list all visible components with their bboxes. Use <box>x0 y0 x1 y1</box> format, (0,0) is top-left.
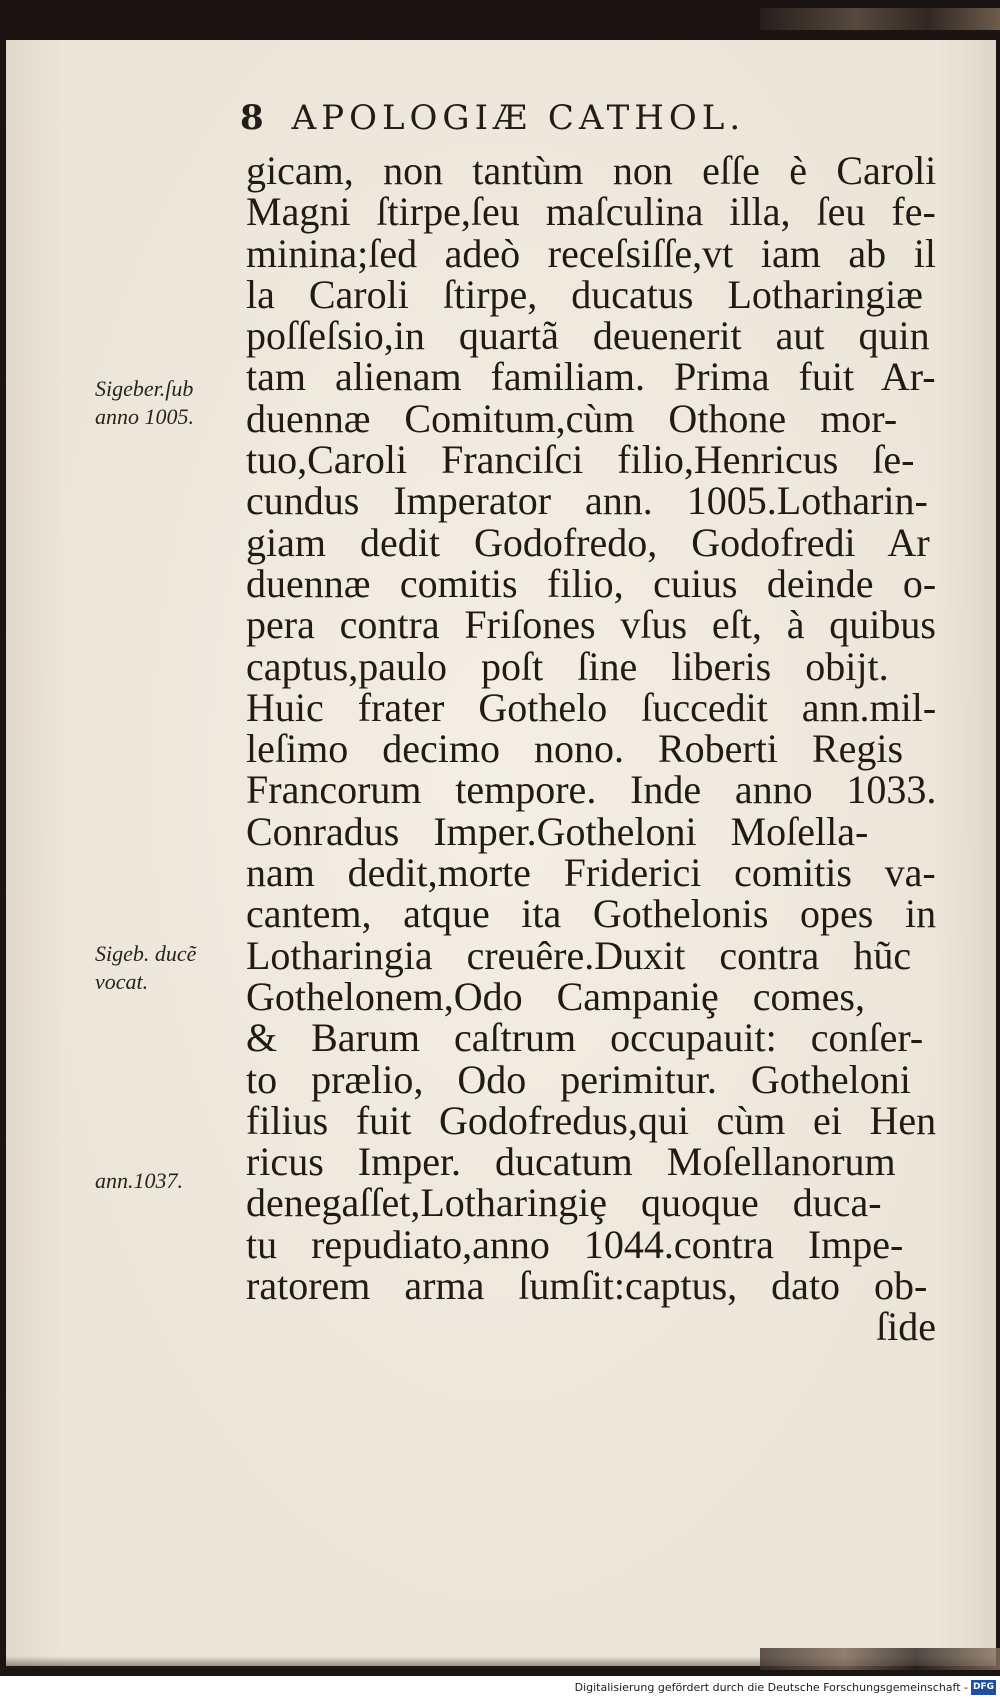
text-line: pera contra Friſones vſus eſt, à quibus <box>246 602 936 648</box>
body-text <box>246 150 936 1348</box>
running-head <box>240 98 745 148</box>
text-line: duennæ comitis filio, cuius deinde o- <box>246 560 937 606</box>
text-line: Conradus Imper.Gotheloni Moſella- <box>246 808 869 854</box>
text-line: poſſeſsio,in quartã deuenerit aut quin <box>246 313 930 359</box>
text-line: tu repudiato,anno 1044.contra Impe- <box>246 1221 904 1267</box>
text-line: filius fuit Godofredus,qui cùm ei Hen <box>246 1097 937 1143</box>
text-line: giam dedit Godofredo, Godofredi Ar <box>246 519 930 565</box>
text-line: cantem, atque ita Gothelonis opes in <box>246 891 937 937</box>
text-line: ricus Imper. ducatum Moſellanorum <box>246 1139 896 1185</box>
text-line: captus,paulo poſt ſine liberis obijt. <box>246 643 889 689</box>
text-line: ratorem arma ſumſit:captus, dato ob- <box>246 1263 928 1309</box>
book-edge-bottom <box>760 1648 1000 1670</box>
dfg-logo: DFG <box>971 1680 996 1695</box>
marginal-note-line: ann.1037. <box>95 1168 183 1193</box>
text-line: leſimo decimo nono. Roberti Regis <box>246 726 904 772</box>
marginal-note-line: vocat. <box>95 969 149 994</box>
text-line: duennæ Comitum,cùm Othone mor- <box>246 395 898 441</box>
marginal-note <box>95 940 196 996</box>
marginal-note-line: anno 1005. <box>95 404 194 429</box>
text-line: minina;ſed adeò receſsiſſe,vt iam ab il <box>246 230 937 276</box>
text-line: Francorum tempore. Inde anno 1033. <box>246 767 937 813</box>
marginal-note <box>95 1167 183 1195</box>
text-line: Huic frater Gothelo ſuccedit ann.mil- <box>246 684 937 730</box>
running-head-title: APOLOGIÆ CATHOL. <box>291 98 746 138</box>
text-line: tam alienam familiam. Prima fuit Ar- <box>246 354 936 400</box>
funding-credit: Digitalisierung gefördert durch die Deutsche Forschungsgemeinschaft - <box>574 1681 968 1694</box>
text-line: Gothelonem,Odo Campaniȩ comes, <box>246 973 865 1019</box>
marginal-note-line: Sigeb. ducẽ <box>95 941 197 966</box>
text-line: tuo,Caroli Franciſci filio,Henricus ſe- <box>246 437 915 483</box>
text-line: cundus Imperator ann. 1005.Lotharin- <box>246 478 928 524</box>
book-edge-top <box>760 8 1000 30</box>
text-line: Magni ſtirpe,ſeu maſculina illa, ſeu fe- <box>246 189 936 235</box>
text-line: to prælio, Odo perimitur. Gotheloni <box>246 1056 911 1102</box>
text-line: gicam, non tantùm non eſſe è Caroli <box>246 148 937 193</box>
text-line: denegaſſet,Lotharingiȩ quoque duca- <box>246 1180 882 1226</box>
marginal-note-line: Sigeber.ſub <box>95 376 194 401</box>
text-line: & Barum caſtrum occupauit: conſer- <box>246 1015 924 1061</box>
marginal-note <box>95 375 194 431</box>
text-line: nam dedit,morte Friderici comitis va- <box>246 850 936 896</box>
text-line: Lotharingia creuêre.Duxit contra hũc <box>246 932 912 978</box>
text-line: la Caroli ſtirpe, ducatus Lotharingiæ <box>246 271 923 317</box>
catchword: ſide <box>876 1304 936 1350</box>
page-number: 8 <box>240 98 264 138</box>
